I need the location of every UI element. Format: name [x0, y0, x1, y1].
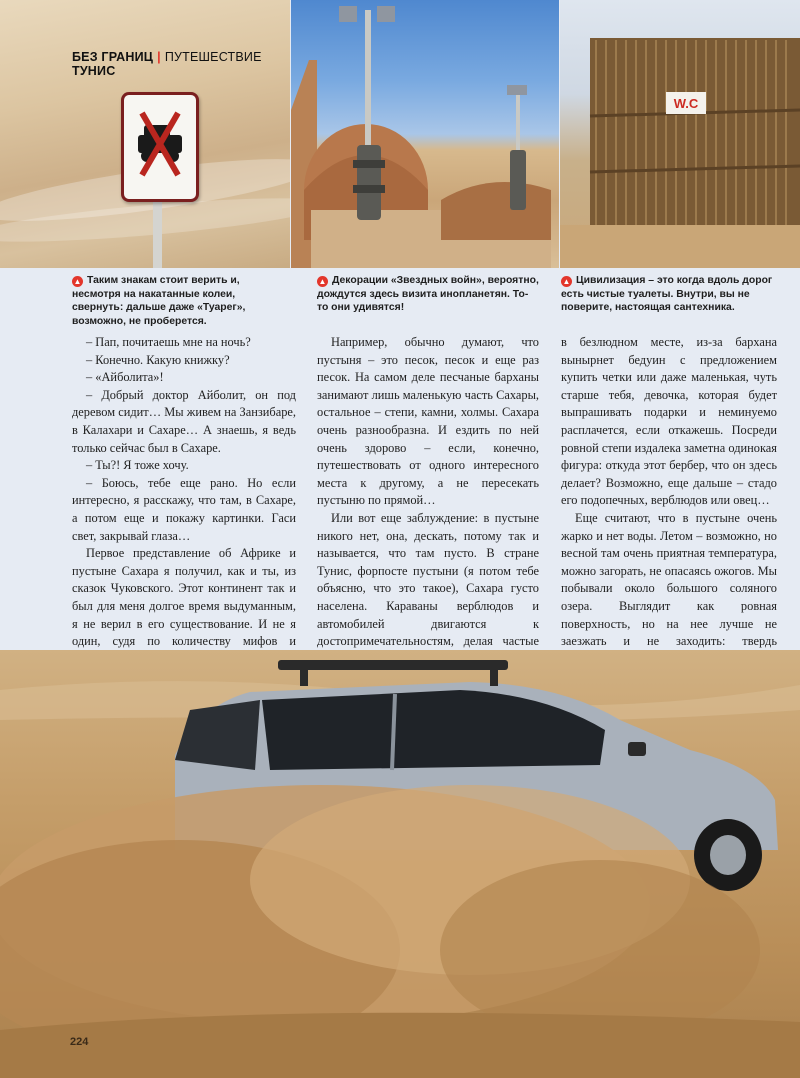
paragraph: Еще считают, что в пустыне очень жарко и нет воды. Летом – возможно, но весной там очень приятная температура, можно загорать, не опасаясь ожогов. Мы побывали около большого соляного озера. Выглядит как ровная поверхность, но на нее лучше не заезжать и не заходить: твердь — [561, 510, 777, 649]
caption-sign — [72, 274, 284, 328]
dialogue-line: – Пап, почитаешь мне на ночь? — [86, 335, 251, 349]
caption-bullet-icon: ▲ — [562, 277, 571, 286]
photo-desert-toilet — [560, 0, 800, 268]
header-section: БЕЗ ГРАНИЦ — [72, 50, 154, 64]
photo-suv-in-desert — [0, 650, 800, 1078]
caption-text: Декорации «Звездных войн», вероятно, дождутся здесь визита инопланетян. То-то они удивятся! — [317, 275, 539, 313]
no-vehicles-sign-icon — [121, 92, 199, 202]
paragraph: Например, обычно думают, что пустыня – это песок, песок и еще раз песок. На самом деле песчаные барханы занимают лишь маленькую часть Сахары, остальное – степи, камни, холмы. Сахара очень разнообразна. И ездить по ней очень здорово – если, конечно, путешествовать от одного интересного места к другому, а не пересекать пустыню по прямой… — [317, 335, 539, 508]
section-header — [72, 50, 290, 78]
page-number: 224 — [70, 1036, 89, 1048]
caption-bullet-icon: ▲ — [73, 277, 82, 286]
dialogue-line: – «Айболита»! — [86, 370, 164, 385]
header-separator: | — [157, 50, 161, 64]
dialogue-line: – Ты?! Я тоже хочу. — [86, 458, 189, 473]
dialogue-line: – Боюсь, тебе еще рано. Но если интересно, я расскажу, что там, в Сахаре, а потом еще и покажу картинки. Гаси свет, закрывай глаза… — [72, 475, 296, 543]
wc-sign: W.C — [673, 96, 699, 111]
caption-text: Таким знакам стоит верить и, несмотря на накатанные колеи, свернуть: дальше даже «Туарег», возможно, не проберется. — [72, 275, 246, 327]
dialogue-line: – Конечно. Какую книжку? — [86, 352, 230, 367]
text-column-3 — [561, 334, 777, 686]
caption-text: Цивилизация – это когда вдоль дорог есть чистые туалеты. Внутри, вы не поверите, настоящая сантехника. — [561, 275, 773, 313]
text-column-2 — [317, 334, 539, 686]
caption-bullet-icon: ▲ — [318, 277, 327, 286]
paragraph: Или вот еще заблуждение: в пустыне никого нет, она, дескать, потому так и называется, что там пусто. В стране Тунис, форпосте пустыни (я потом тебе объясню, что это такое), Сахара густо населена. Караваны верблюдов и автомобилей двигаются к достопримечательностям, делая частые — [317, 510, 539, 649]
caption-toilet — [561, 274, 779, 315]
photo-star-wars-set — [291, 0, 559, 268]
header-country: ТУНИС — [72, 64, 116, 78]
caption-star-wars — [317, 274, 539, 315]
text-column-1 — [72, 334, 296, 668]
paragraph: Первое представление об Африке и пустыне Сахара я получил, как и ты, из сказок Чуковского. Этот континент так и был для меня долгое время выдуманным, я не верил в его существование. И не я один, судя по количеству мифов и — [72, 546, 296, 649]
photo-no-cars-sign — [0, 0, 290, 268]
paragraph: в безлюдном месте, из-за бархана вынырнет бедуин с предложением купить четки или даже маленькая, чуть старше тебя, девочка, которая будет выпрашивать подарки и неминуемо расплачется, если откажешь. Посреди ровной степи издалека заметна одинокая фигура: откуда этот бербер, что он здесь делает? Возможно, еще дальше – стадо его подопечных, верблюдов или овец… — [561, 335, 777, 508]
dialogue-line: – Добрый доктор Айболит, он под деревом сидит… Мы живем на Занзибаре, в Калахари и Сахаре… А знаешь, я ведь только сейчас был в Сахаре. — [72, 387, 296, 455]
header-category: ПУТЕШЕСТВИЕ — [164, 50, 262, 64]
